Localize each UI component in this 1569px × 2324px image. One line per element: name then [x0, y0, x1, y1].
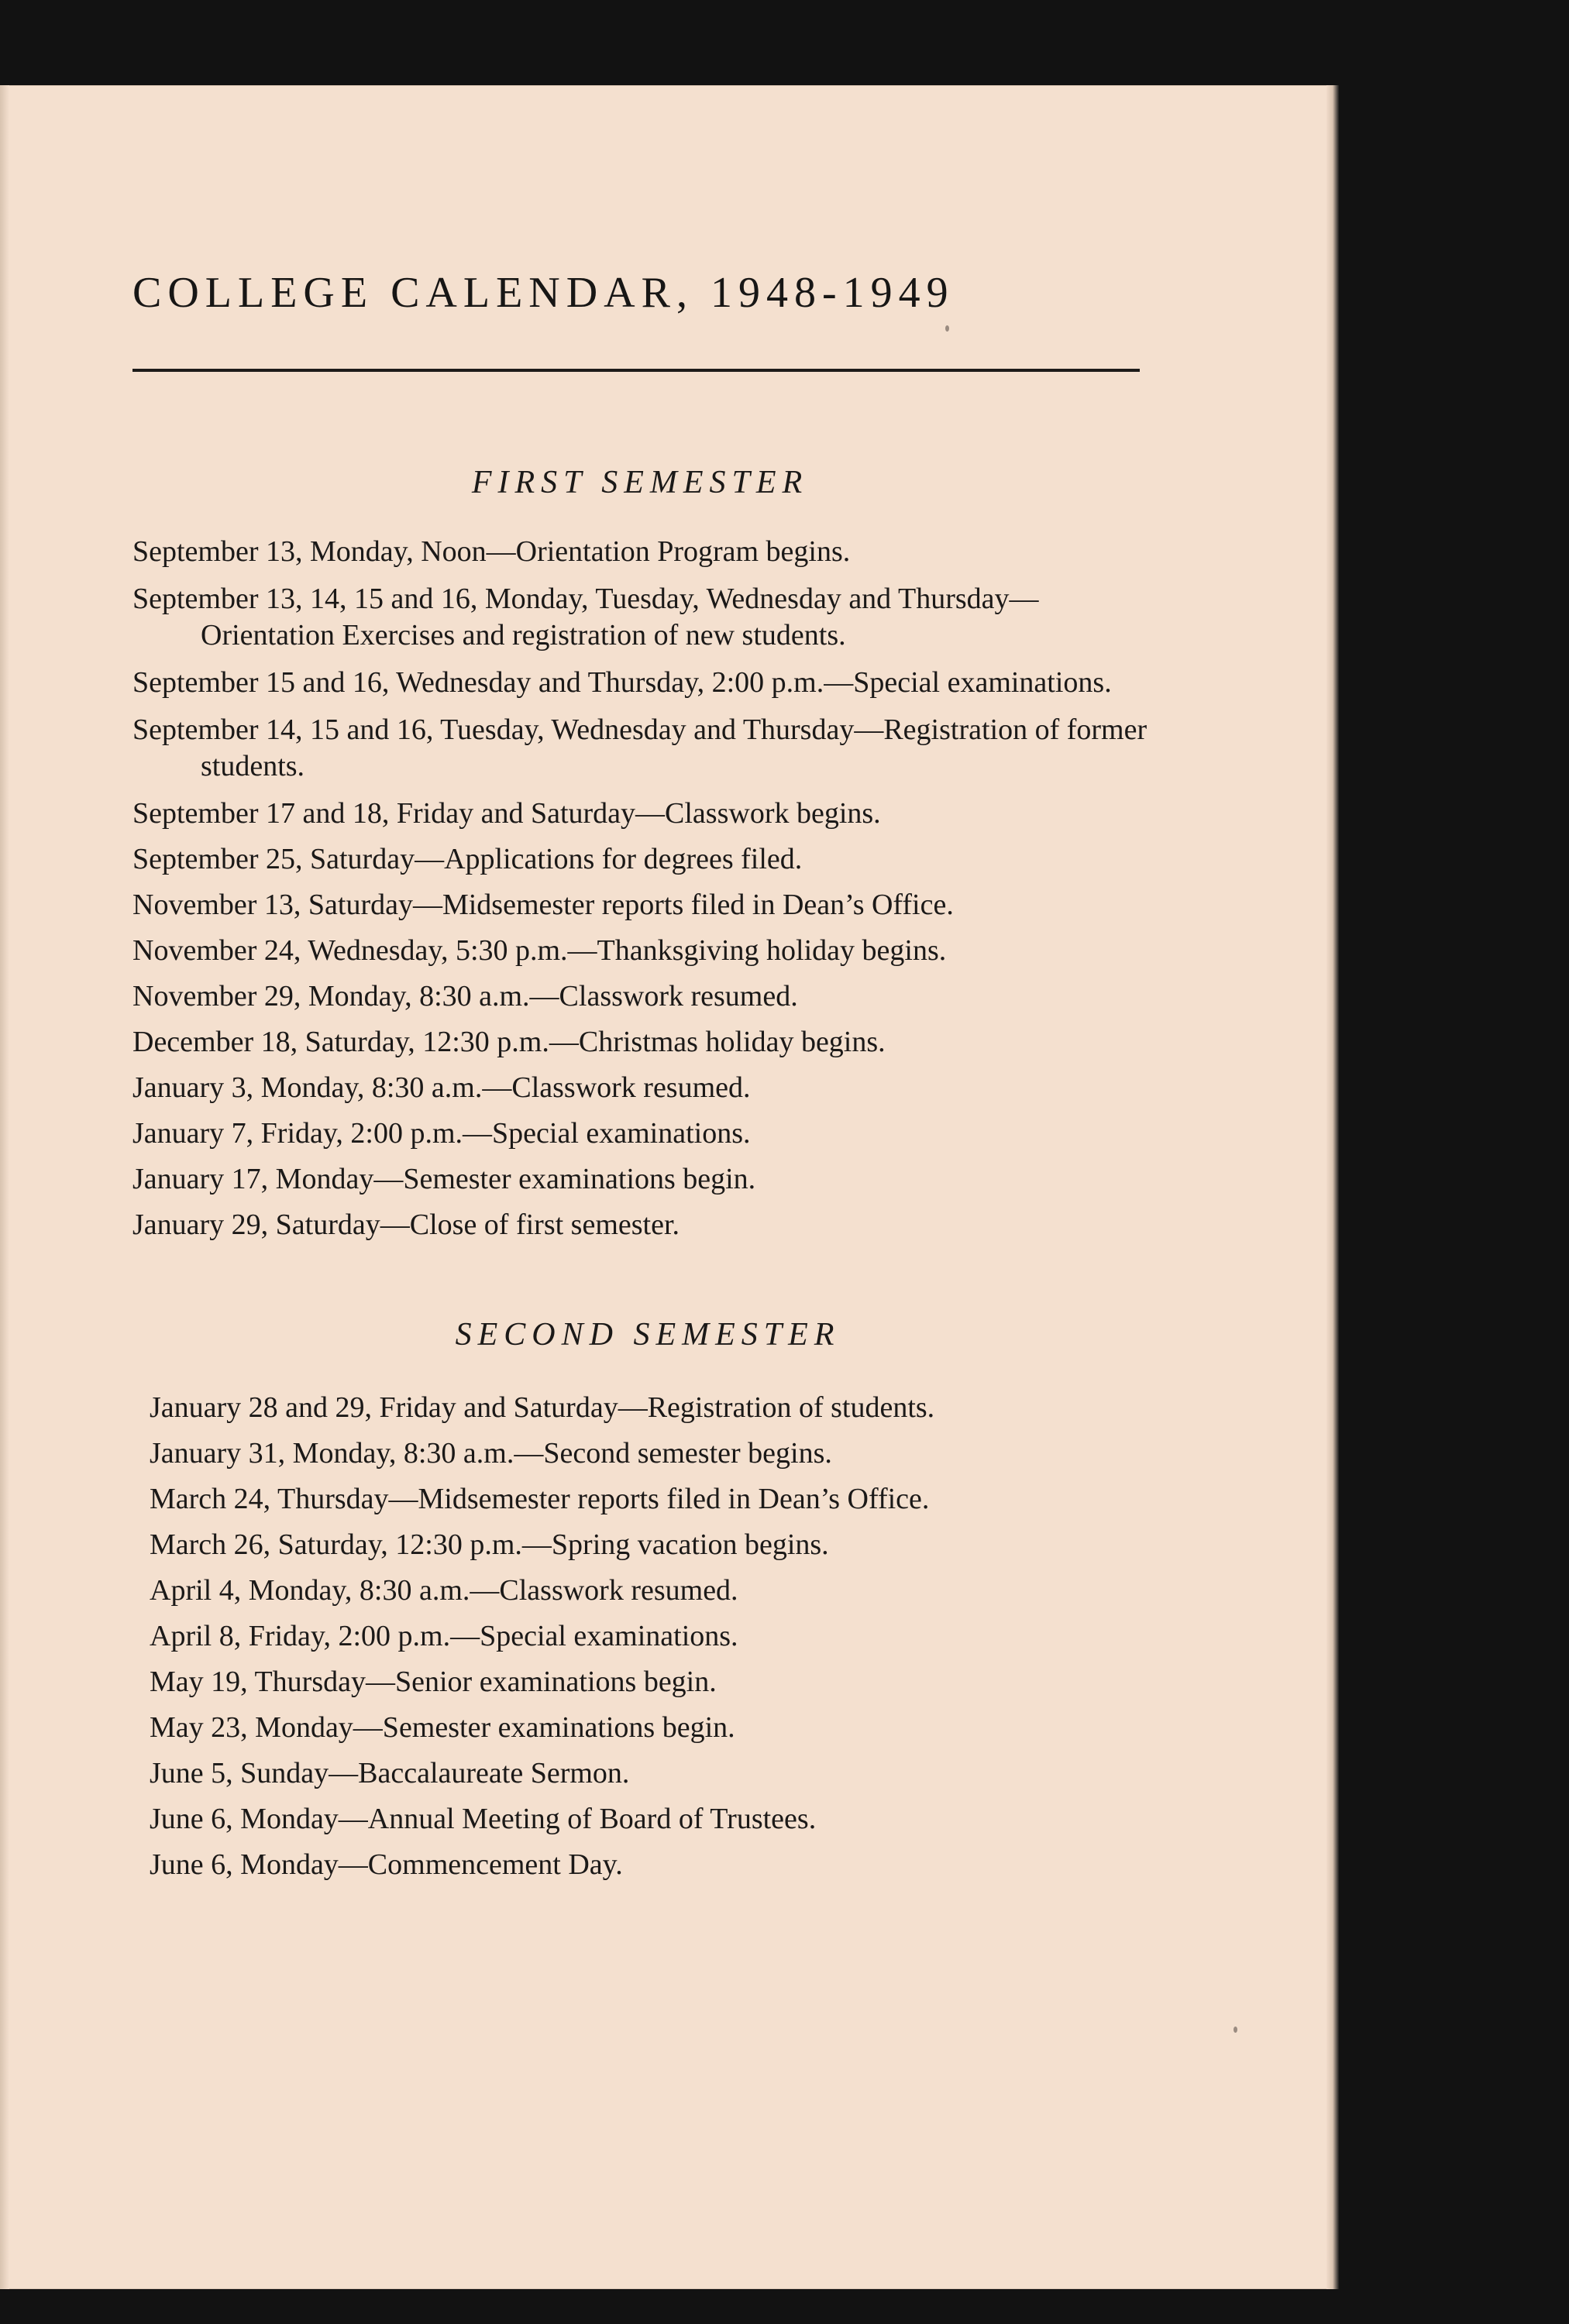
calendar-entry: January 3, Monday, 8:30 a.m.—Classwork resumed. [132, 1071, 751, 1105]
calendar-entry: May 23, Monday—Semester examinations begin. [150, 1711, 735, 1745]
calendar-content [132, 271, 1148, 1893]
calendar-entry: April 4, Monday, 8:30 a.m.—Classwork resumed. [150, 1574, 738, 1607]
calendar-entry: September 25, Saturday—Applications for degrees filed. [132, 843, 803, 876]
calendar-entry: January 17, Monday—Semester examinations begin. [132, 1163, 756, 1196]
calendar-entry: December 18, Saturday, 12:30 p.m.—Christmas holiday begins. [132, 1026, 886, 1059]
second-semester-heading: SECOND SEMESTER [455, 1317, 841, 1353]
calendar-entry: January 28 and 29, Friday and Saturday—Registration of students. [150, 1391, 935, 1425]
calendar-entry: September 15 and 16, Wednesday and Thursday, 2:00 p.m.—Special examinations. [132, 666, 1112, 700]
page-right-shadow [1326, 85, 1339, 2289]
paper-speck [1234, 2027, 1237, 2033]
calendar-entry: June 6, Monday—Annual Meeting of Board of Trustees. [150, 1803, 817, 1836]
calendar-entry: March 26, Saturday, 12:30 p.m.—Spring vacation begins. [150, 1528, 829, 1562]
calendar-entry: January 29, Saturday—Close of first semester. [132, 1208, 680, 1242]
calendar-entry: January 31, Monday, 8:30 a.m.—Second semester begins. [150, 1437, 832, 1470]
first-semester-entries [132, 534, 1148, 1243]
calendar-entry: September 13, 14, 15 and 16, Monday, Tuesday, Wednesday and Thursday—Orientation Exercises and registration of new students. [132, 583, 1039, 652]
page-title: COLLEGE CALENDAR, 1948-1949 [132, 269, 955, 317]
calendar-entry: January 7, Friday, 2:00 p.m.—Special examinations. [132, 1117, 751, 1150]
first-semester-heading: FIRST SEMESTER [471, 465, 809, 500]
calendar-entry: November 29, Monday, 8:30 a.m.—Classwork resumed. [132, 980, 798, 1013]
calendar-entry: November 13, Saturday—Midsemester reports filed in Dean’s Office. [132, 889, 954, 922]
title-rule [132, 369, 1140, 372]
second-semester-entries [150, 1390, 1148, 1883]
calendar-entry: September 17 and 18, Friday and Saturday—Classwork begins. [132, 797, 881, 830]
calendar-entry: May 19, Thursday—Senior examinations begin. [150, 1666, 717, 1699]
calendar-entry: September 13, Monday, Noon—Orientation Program begins. [132, 535, 851, 569]
calendar-entry: November 24, Wednesday, 5:30 p.m.—Thanksgiving holiday begins. [132, 934, 947, 968]
calendar-entry: March 24, Thursday—Midsemester reports filed in Dean’s Office. [150, 1483, 930, 1516]
calendar-entry: April 8, Friday, 2:00 p.m.—Special examinations. [150, 1620, 738, 1653]
second-semester-section [132, 1317, 1148, 1883]
calendar-entry: June 6, Monday—Commencement Day. [150, 1848, 623, 1882]
page-left-edge [0, 85, 9, 2289]
calendar-entry: September 14, 15 and 16, Tuesday, Wednesday and Thursday—Registration of former students. [132, 713, 1148, 783]
first-semester-section [132, 465, 1148, 1243]
calendar-entry: June 5, Sunday—Baccalaureate Sermon. [150, 1757, 630, 1790]
